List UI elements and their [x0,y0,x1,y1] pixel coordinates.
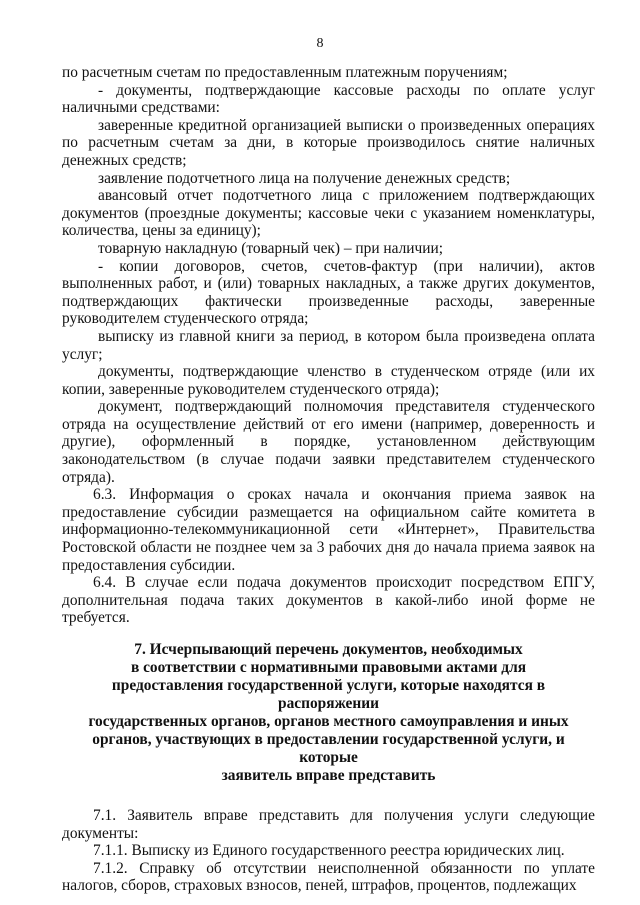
paragraph: - документы, подтверждающие кассовые расходы по оплате услуг наличными средствами: [62,81,595,117]
paragraph: 7.1.2. Справку об отсутствии неисполненной обязанности по уплате налогов, сборов, страховых взносов, пеней, штрафов, процентов, подлежащих [62,859,595,895]
paragraph: 7.1.1. Выписку из Единого государственного реестра юридических лиц. [93,842,565,860]
document-body [62,64,595,895]
paragraph: 6.4. В случае если подача документов происходит посредством ЕПГУ, дополнительная подача таких документов в какой-либо иной форме не требуется. [62,574,595,627]
paragraph: по расчетным счетам по предоставленным платежным поручениям; [62,64,508,81]
paragraph: заверенные кредитной организацией выписки о произведенных операциях по расчетным счетам за дни, в которые производилось снятие наличных денежных средств; [62,116,595,169]
paragraph: товарную накладную (товарный чек) – при наличии; [98,239,444,257]
paragraph: документ, подтверждающий полномочия представителя студенческого отряда на осуществление действий от его имени (например, доверенность и другие), оформленный в порядке, установленном действующим законодательством (в случае подачи заявки представителем студенческого отряда). [62,398,595,486]
paragraph: заявление подотчетного лица на получение денежных средств; [98,169,511,187]
section-6-continuation [62,64,595,627]
paragraph: - копии договоров, счетов, счетов-фактур (при наличии), актов выполненных работ, и (или) товарных накладных, а также других документов, подтверждающих фактически произведенные расходы, заверенные руководителем студенческого отряда; [62,257,595,328]
section-7-paragraphs [62,807,595,895]
page-number: 8 [316,36,324,51]
paragraph: 7.1. Заявитель вправе представить для получения услуги следующие документы: [62,807,595,842]
paragraph: 6.3. Информация о сроках начала и окончания приема заявок на предоставление субсидии размещается на официальном сайте комитета в информационно-телекоммуникационной сети «Интернет», Правительства Ростовской области не позднее чем за 3 рабочих дня до начала приема заявок на предоставления субсидии. [62,486,595,574]
paragraph: документы, подтверждающие членство в студенческом отряде (или их копии, заверенные руководителем студенческого отряда); [62,363,595,398]
paragraph: выписку из главной книги за период, в котором была произведена оплата услуг; [62,327,595,363]
paragraph: авансовый отчет подотчетного лица с приложением подтверждающих документов (проездные документы; кассовые чеки с указанием номенклатуры, количества, цены за единицу); [62,187,595,240]
section-7-heading: 7. Исчерпывающий перечень документов, необходимых в соответствии с нормативными правовыми актами для предоставления государственной услуги, которые находятся в распоряжении государственных органов, органов местного самоуправления и иных органов, участвующих в предоставлении государственной услуги, и которые заявитель вправе представить [88,641,569,784]
